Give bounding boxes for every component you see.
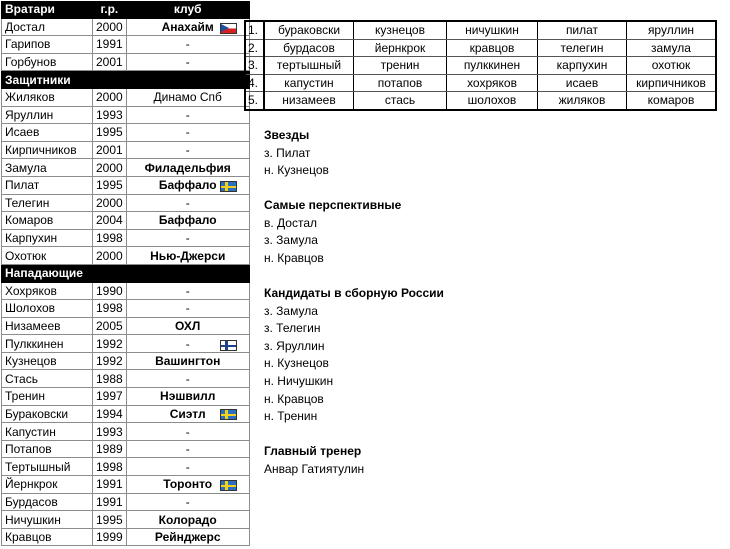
club: - — [126, 141, 249, 159]
club: - — [126, 493, 249, 511]
club: - — [126, 423, 249, 441]
defense-header-row — [2, 71, 250, 89]
club: Анахайм — [126, 18, 249, 36]
player-name: Кузнецов — [2, 352, 93, 370]
player-name: Ничушкин — [2, 511, 93, 529]
prospects-section — [264, 197, 401, 267]
line-player: пулккинен — [447, 57, 538, 75]
club: Баффало — [126, 176, 249, 194]
birth-year: 1990 — [93, 282, 127, 300]
prospects-title: Самые перспективные — [264, 198, 402, 212]
player-name: Охотюк — [2, 247, 93, 265]
player-name: Исаев — [2, 124, 93, 142]
line-player: исаев — [538, 74, 627, 92]
table-row — [2, 352, 250, 370]
birth-year: 1997 — [93, 388, 127, 406]
birth-year: 1992 — [93, 352, 127, 370]
club: Нью-Джерси — [126, 247, 249, 265]
birth-year: 1993 — [93, 106, 127, 124]
player-name: Тренин — [2, 388, 93, 406]
club-header: клуб — [126, 1, 249, 18]
club: Сиэтл — [126, 405, 249, 423]
line-player: шолохов — [447, 92, 538, 110]
club: Баффало — [126, 212, 249, 230]
line-player: стась — [354, 92, 447, 110]
table-row — [2, 176, 250, 194]
line-player: капустин — [264, 74, 354, 92]
candidates-section — [264, 285, 444, 426]
player-name: Кирпичников — [2, 141, 93, 159]
player-name: Пилат — [2, 176, 93, 194]
player-name: Низамеев — [2, 317, 93, 335]
table-row — [2, 458, 250, 476]
table-row — [2, 440, 250, 458]
line-player: потапов — [354, 74, 447, 92]
club: - — [126, 335, 249, 353]
table-row — [2, 423, 250, 441]
player-name: Телегин — [2, 194, 93, 212]
line-player: кирпичников — [627, 74, 717, 92]
birth-year: 1988 — [93, 370, 127, 388]
line-player: телегин — [538, 39, 627, 57]
stars-item: з. Пилат — [264, 145, 311, 160]
line-number: 4. — [245, 74, 264, 92]
birth-year: 2000 — [93, 18, 127, 36]
player-name: Пулккинен — [2, 335, 93, 353]
birth-year: 1995 — [93, 176, 127, 194]
table-row — [2, 476, 250, 494]
table-row — [2, 317, 250, 335]
section-title: Нападающие — [2, 264, 93, 282]
player-name: Карпухин — [2, 229, 93, 247]
table-row — [2, 493, 250, 511]
birth-year: 1991 — [93, 476, 127, 494]
line-player: охотюк — [627, 57, 717, 75]
line-player: бураковски — [264, 21, 354, 39]
prospects-item: в. Достал — [264, 215, 318, 230]
birth-year-header: г.р. — [93, 1, 127, 18]
line-number: 2. — [245, 39, 264, 57]
line-player: ничушкин — [447, 21, 538, 39]
club: - — [126, 106, 249, 124]
lines-table — [244, 20, 717, 111]
club: - — [126, 229, 249, 247]
line-player: комаров — [627, 92, 717, 110]
line-number: 3. — [245, 57, 264, 75]
coach-title: Главный тренер — [264, 444, 362, 458]
line-player: низамеев — [264, 92, 354, 110]
player-name: Яруллин — [2, 106, 93, 124]
club: Колорадо — [126, 511, 249, 529]
player-name: Хохряков — [2, 282, 93, 300]
table-row — [2, 370, 250, 388]
candidates-item: н. Тренин — [264, 409, 318, 424]
birth-year: 1999 — [93, 528, 127, 546]
table-row — [2, 36, 250, 54]
player-name: Жиляков — [2, 88, 93, 106]
club: Филадельфия — [126, 159, 249, 177]
table-row — [2, 388, 250, 406]
club: Торонто — [126, 476, 249, 494]
line-player: хохряков — [447, 74, 538, 92]
player-name: Гарипов — [2, 36, 93, 54]
line-player: тренин — [354, 57, 447, 75]
line-player: йернкрок — [354, 39, 447, 57]
table-row — [2, 335, 250, 353]
section-title: Вратари — [2, 1, 93, 18]
stars-item: н. Кузнецов — [264, 163, 329, 178]
roster-table — [1, 1, 250, 546]
club: Динамо Спб — [126, 88, 249, 106]
candidates-item: н. Кравцов — [264, 391, 324, 406]
table-row — [2, 229, 250, 247]
player-name: Капустин — [2, 423, 93, 441]
birth-year: 2004 — [93, 212, 127, 230]
coach-name: Анвар Гатиятулин — [264, 461, 365, 476]
line-player: жиляков — [538, 92, 627, 110]
player-name: Горбунов — [2, 53, 93, 71]
club: ОХЛ — [126, 317, 249, 335]
birth-year: 2000 — [93, 159, 127, 177]
birth-year: 1998 — [93, 229, 127, 247]
table-row — [2, 141, 250, 159]
birth-year: 2001 — [93, 141, 127, 159]
birth-year: 1991 — [93, 36, 127, 54]
club: - — [126, 36, 249, 54]
coach-section — [264, 443, 364, 478]
table-row — [2, 18, 250, 36]
line-row — [245, 74, 716, 92]
birth-year: 2000 — [93, 194, 127, 212]
birth-year: 2000 — [93, 247, 127, 265]
line-row — [245, 57, 716, 75]
line-player: замула — [627, 39, 717, 57]
stars-title: Звезды — [264, 128, 310, 142]
table-row — [2, 300, 250, 318]
table-row — [2, 194, 250, 212]
sweden-flag-icon — [220, 181, 237, 192]
club: Нэшвилл — [126, 388, 249, 406]
candidates-title: Кандидаты в сборную России — [264, 286, 444, 300]
candidates-item: з. Яруллин — [264, 338, 325, 353]
prospects-item: з. Замула — [264, 233, 318, 248]
candidates-item: н. Кузнецов — [264, 356, 329, 371]
line-row — [245, 39, 716, 57]
table-row — [2, 106, 250, 124]
birth-year: 1994 — [93, 405, 127, 423]
line-player: кузнецов — [354, 21, 447, 39]
player-name: Замула — [2, 159, 93, 177]
table-row — [2, 53, 250, 71]
line-player: пилат — [538, 21, 627, 39]
birth-year: 2005 — [93, 317, 127, 335]
club: Вашингтон — [126, 352, 249, 370]
club: - — [126, 124, 249, 142]
player-name: Достал — [2, 18, 93, 36]
line-player: яруллин — [627, 21, 717, 39]
line-player: тертышный — [264, 57, 354, 75]
table-row — [2, 88, 250, 106]
birth-year: 1992 — [93, 335, 127, 353]
birth-year: 2000 — [93, 88, 127, 106]
player-name: Комаров — [2, 212, 93, 230]
section-title: Защитники — [2, 71, 93, 89]
birth-year: 1998 — [93, 458, 127, 476]
club: - — [126, 440, 249, 458]
table-row — [2, 405, 250, 423]
player-name: Йернкрок — [2, 476, 93, 494]
table-row — [2, 247, 250, 265]
table-row — [2, 282, 250, 300]
birth-year: 2001 — [93, 53, 127, 71]
forwards-header-row — [2, 264, 250, 282]
club: - — [126, 458, 249, 476]
player-name: Бурдасов — [2, 493, 93, 511]
table-row — [2, 124, 250, 142]
club: - — [126, 53, 249, 71]
birth-year: 1989 — [93, 440, 127, 458]
candidates-item: н. Ничушкин — [264, 373, 334, 388]
birth-year: 1995 — [93, 511, 127, 529]
table-row — [2, 212, 250, 230]
club: - — [126, 282, 249, 300]
line-row — [245, 92, 716, 110]
club: - — [126, 300, 249, 318]
goalies-header-row — [2, 1, 250, 18]
finland-flag-icon — [220, 340, 237, 351]
line-number: 5. — [245, 92, 264, 110]
player-name: Потапов — [2, 440, 93, 458]
line-number: 1. — [245, 21, 264, 39]
prospects-item: н. Кравцов — [264, 250, 324, 265]
player-name: Тертышный — [2, 458, 93, 476]
czech-flag-icon — [220, 23, 237, 34]
line-row — [245, 21, 716, 39]
table-row — [2, 528, 250, 546]
player-name: Бураковски — [2, 405, 93, 423]
club: - — [126, 194, 249, 212]
line-player: кравцов — [447, 39, 538, 57]
club: Рейнджерс — [126, 528, 249, 546]
candidates-item: з. Замула — [264, 303, 318, 318]
stars-section — [264, 127, 329, 180]
table-row — [2, 511, 250, 529]
club: - — [126, 370, 249, 388]
birth-year: 1991 — [93, 493, 127, 511]
line-player: карпухин — [538, 57, 627, 75]
player-name: Стась — [2, 370, 93, 388]
sweden-flag-icon — [220, 480, 237, 491]
player-name: Кравцов — [2, 528, 93, 546]
player-name: Шолохов — [2, 300, 93, 318]
line-player: бурдасов — [264, 39, 354, 57]
birth-year: 1995 — [93, 124, 127, 142]
birth-year: 1993 — [93, 423, 127, 441]
candidates-item: з. Телегин — [264, 321, 321, 336]
sweden-flag-icon — [220, 409, 237, 420]
birth-year: 1998 — [93, 300, 127, 318]
table-row — [2, 159, 250, 177]
